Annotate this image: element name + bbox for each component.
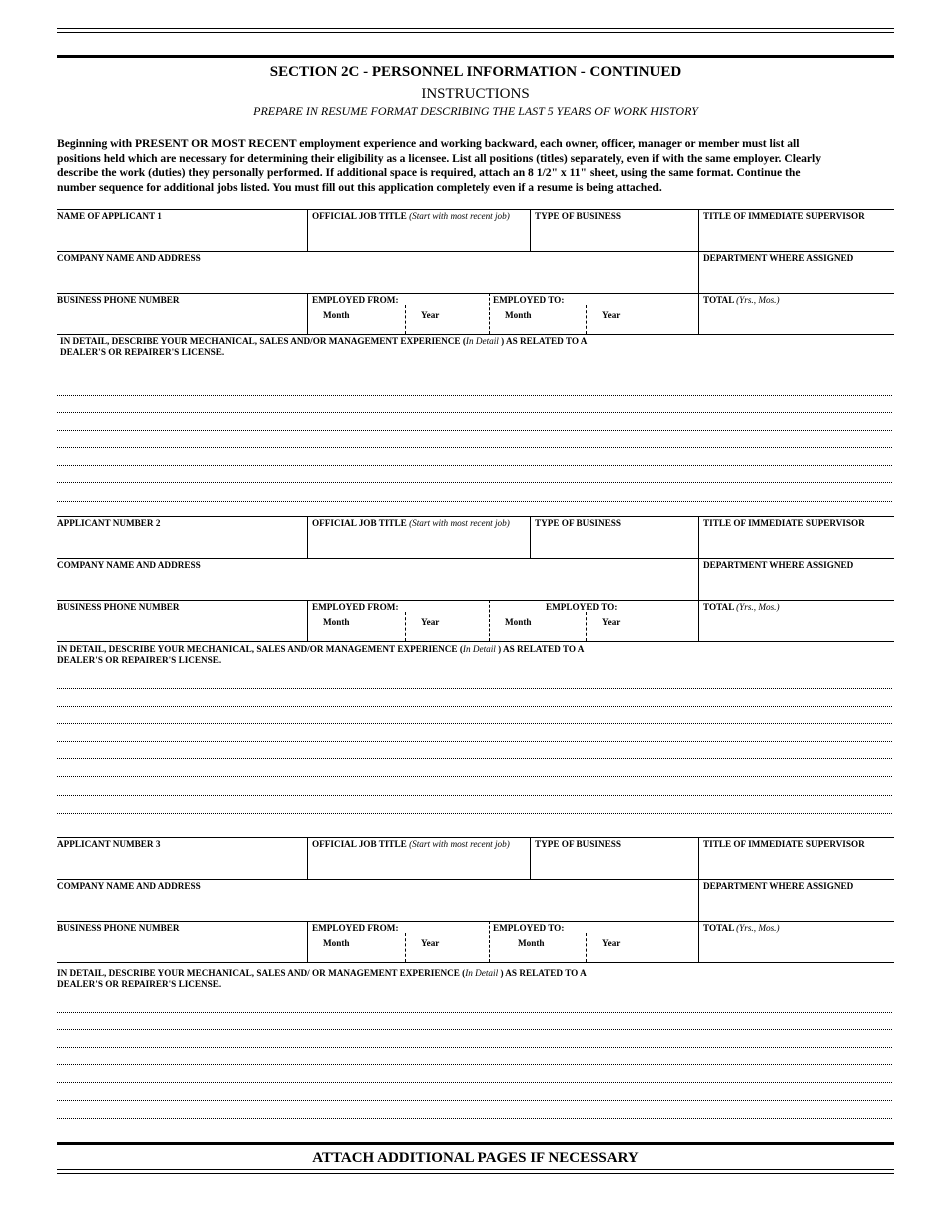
from-month-label-text: Month xyxy=(323,310,350,320)
supervisor-label-text: TITLE OF IMMEDIATE SUPERVISOR xyxy=(703,839,865,849)
job-title-label xyxy=(312,211,510,221)
from-year-label-text: Year xyxy=(421,938,440,948)
experience-write-line[interactable] xyxy=(57,1100,892,1101)
footer-note: ATTACH ADDITIONAL PAGES IF NECESSARY xyxy=(312,1150,639,1166)
job-title-label-text: OFFICIAL JOB TITLE xyxy=(312,839,407,849)
row-rule-3 xyxy=(57,921,894,922)
job-title-label-text: OFFICIAL JOB TITLE xyxy=(312,518,407,528)
row-rule-2-left xyxy=(57,558,307,559)
employed-from-label xyxy=(312,295,399,305)
col-rule xyxy=(698,516,699,641)
experience-label-line: DEALER'S OR REPAIRER'S LICENSE. xyxy=(60,347,225,357)
from-year-label xyxy=(421,617,439,627)
col-rule-dotted xyxy=(586,933,587,962)
to-month-label-text: Month xyxy=(505,310,532,320)
col-rule-dotted xyxy=(405,305,406,334)
experience-write-line[interactable] xyxy=(57,1012,892,1013)
to-year-label-text: Year xyxy=(602,310,621,320)
experience-label-line xyxy=(57,644,657,655)
experience-write-line[interactable] xyxy=(57,706,892,707)
experience-write-line[interactable] xyxy=(57,1029,892,1030)
intro-line: Beginning with PRESENT OR MOST RECENT employment experience and working backward, each owner, officer, manager or member must list all xyxy=(57,137,800,150)
intro-line: positions held which are necessary for determining their eligibility as a licensee. List all positions (titles) separately, even if with the same employer. Clearly xyxy=(57,151,822,165)
to-month-label-text: Month xyxy=(505,617,532,627)
from-year-label-text: Year xyxy=(421,310,440,320)
department-label-text: DEPARTMENT WHERE ASSIGNED xyxy=(703,881,854,891)
from-month-label xyxy=(323,938,350,948)
row-rule-2-left xyxy=(57,879,307,880)
business-type-label xyxy=(535,839,621,849)
col-rule xyxy=(530,209,531,251)
department-label-text: DEPARTMENT WHERE ASSIGNED xyxy=(703,560,854,570)
phone-label-text: BUSINESS PHONE NUMBER xyxy=(57,295,180,305)
row-rule-2-right xyxy=(307,558,894,559)
experience-label-line xyxy=(57,968,657,979)
row-rule-top xyxy=(57,209,894,210)
experience-write-line[interactable] xyxy=(57,430,892,431)
experience-write-line[interactable] xyxy=(57,1118,892,1119)
col-rule xyxy=(307,837,308,879)
experience-label-text: ) AS RELATED TO A xyxy=(495,644,585,654)
to-year-label-text: Year xyxy=(602,938,621,948)
to-year-label xyxy=(602,938,620,948)
applicant-name-label-text: APPLICANT NUMBER 2 xyxy=(57,518,161,528)
company-label-text: COMPANY NAME AND ADDRESS xyxy=(57,253,201,263)
col-rule xyxy=(530,516,531,558)
intro-line: describe the work (duties) they personally performed. If additional space is required, attach an 8 1/2" x 11" sheet, using the same format. Continue the xyxy=(57,166,801,179)
job-title-label-text: OFFICIAL JOB TITLE xyxy=(312,211,407,221)
to-month-label-text: Month xyxy=(518,938,545,948)
from-year-label xyxy=(421,938,439,948)
top-rule-thin-2 xyxy=(57,32,894,33)
from-month-label xyxy=(323,617,350,627)
experience-write-line[interactable] xyxy=(57,482,892,483)
business-type-label-text: TYPE OF BUSINESS xyxy=(535,839,621,849)
row-rule-3 xyxy=(57,293,894,294)
col-rule xyxy=(307,921,308,962)
company-label-text: COMPANY NAME AND ADDRESS xyxy=(57,560,201,570)
experience-write-line[interactable] xyxy=(57,723,892,724)
to-year-label-text: Year xyxy=(602,617,621,627)
phone-label-text: BUSINESS PHONE NUMBER xyxy=(57,923,180,933)
business-type-label-text: TYPE OF BUSINESS xyxy=(535,518,621,528)
job-title-label xyxy=(312,518,510,528)
experience-write-line[interactable] xyxy=(57,741,892,742)
applicant-name-label xyxy=(57,839,160,849)
experience-write-line[interactable] xyxy=(57,1047,892,1048)
top-rule-thin xyxy=(57,28,894,29)
row-rule-top xyxy=(57,516,894,517)
employed-to-label xyxy=(493,295,564,305)
supervisor-label xyxy=(703,839,865,849)
to-year-label xyxy=(602,617,620,627)
from-year-label-text: Year xyxy=(421,617,440,627)
total-label-note: (Yrs., Mos.) xyxy=(736,923,780,933)
applicant-name-label xyxy=(57,211,162,221)
job-title-label-note: (Start with most recent job) xyxy=(409,211,510,221)
experience-write-line[interactable] xyxy=(57,776,892,777)
employed-to-label-text: EMPLOYED TO: xyxy=(546,602,618,612)
job-title-label-note: (Start with most recent job) xyxy=(409,518,510,528)
experience-description-label xyxy=(60,336,660,358)
department-label xyxy=(703,881,853,891)
total-label xyxy=(703,923,780,933)
total-label-text: TOTAL xyxy=(703,295,734,305)
phone-label xyxy=(57,602,180,612)
col-rule xyxy=(307,293,308,334)
phone-label-text: BUSINESS PHONE NUMBER xyxy=(57,602,180,612)
col-rule-dotted xyxy=(405,612,406,641)
experience-write-line[interactable] xyxy=(57,1082,892,1083)
experience-write-line[interactable] xyxy=(57,1064,892,1065)
row-rule-bottom xyxy=(57,334,894,335)
col-rule xyxy=(307,600,308,641)
experience-label-text: IN DETAIL, DESCRIBE YOUR MECHANICAL, SALES AND/ OR MANAGEMENT EXPERIENCE ( xyxy=(57,968,466,978)
bottom-rule-thin xyxy=(57,1169,894,1170)
applicant-name-label-text: NAME OF APPLICANT 1 xyxy=(57,211,162,221)
instructions-heading: INSTRUCTIONS xyxy=(421,86,530,102)
from-year-label xyxy=(421,310,439,320)
company-label xyxy=(57,881,201,891)
experience-label-note: In Detail xyxy=(465,336,499,346)
employed-to-label xyxy=(546,602,617,612)
to-month-label xyxy=(518,938,545,948)
intro-paragraph xyxy=(57,137,897,195)
col-rule xyxy=(307,516,308,558)
experience-label-text: ) AS RELATED TO A xyxy=(498,968,587,978)
to-year-label xyxy=(602,310,620,320)
employed-to-label-text: EMPLOYED TO: xyxy=(493,923,565,933)
experience-write-line[interactable] xyxy=(57,447,892,448)
business-type-label xyxy=(535,211,621,221)
experience-label-line: DEALER'S OR REPAIRER'S LICENSE. xyxy=(57,979,222,989)
bottom-rule-thick xyxy=(57,1142,894,1145)
col-rule xyxy=(698,837,699,962)
applicant-name-label-text: APPLICANT NUMBER 3 xyxy=(57,839,161,849)
col-rule-dotted xyxy=(405,933,406,962)
experience-label-note: In Detail xyxy=(462,644,496,654)
business-type-label-text: TYPE OF BUSINESS xyxy=(535,211,621,221)
experience-write-line[interactable] xyxy=(57,813,892,814)
total-label-text: TOTAL xyxy=(703,602,734,612)
employed-from-label-text: EMPLOYED FROM: xyxy=(312,295,399,305)
company-label-text: COMPANY NAME AND ADDRESS xyxy=(57,881,201,891)
phone-label xyxy=(57,923,180,933)
experience-label-text: IN DETAIL, DESCRIBE YOUR MECHANICAL, SALES AND/OR MANAGEMENT EXPERIENCE ( xyxy=(57,644,463,654)
top-rule-thick xyxy=(57,55,894,58)
experience-label-text: IN DETAIL, DESCRIBE YOUR MECHANICAL, SALES AND/OR MANAGEMENT EXPERIENCE ( xyxy=(60,336,466,346)
employed-from-label xyxy=(312,602,399,612)
supervisor-label xyxy=(703,211,865,221)
total-label-note: (Yrs., Mos.) xyxy=(736,295,780,305)
col-rule-dotted xyxy=(586,612,587,641)
to-month-label xyxy=(505,617,532,627)
total-label xyxy=(703,295,780,305)
col-rule xyxy=(698,209,699,334)
employed-from-label xyxy=(312,923,399,933)
col-rule-dotted xyxy=(586,305,587,334)
from-month-label xyxy=(323,310,350,320)
total-label xyxy=(703,602,780,612)
experience-label-line xyxy=(60,336,660,347)
experience-write-line[interactable] xyxy=(57,795,892,796)
to-month-label xyxy=(505,310,532,320)
experience-write-line[interactable] xyxy=(57,412,892,413)
col-rule-dotted xyxy=(489,921,490,962)
experience-write-line[interactable] xyxy=(57,395,892,396)
from-month-label-text: Month xyxy=(323,938,350,948)
row-rule-3 xyxy=(57,600,894,601)
applicant-name-label xyxy=(57,518,160,528)
job-title-label xyxy=(312,839,510,849)
row-rule-2-left xyxy=(57,251,307,252)
job-title-label-note: (Start with most recent job) xyxy=(409,839,510,849)
experience-description-label xyxy=(57,968,657,990)
experience-write-line[interactable] xyxy=(57,501,892,502)
business-type-label xyxy=(535,518,621,528)
company-label xyxy=(57,560,201,570)
experience-write-line[interactable] xyxy=(57,758,892,759)
phone-label xyxy=(57,295,180,305)
col-rule-dotted xyxy=(489,600,490,641)
experience-description-label xyxy=(57,644,657,666)
col-rule xyxy=(530,837,531,879)
experience-write-line[interactable] xyxy=(57,465,892,466)
row-rule-bottom xyxy=(57,641,894,642)
department-label xyxy=(703,560,853,570)
row-rule-top xyxy=(57,837,894,838)
employed-from-label-text: EMPLOYED FROM: xyxy=(312,923,399,933)
experience-label-text: ) AS RELATED TO A xyxy=(498,336,588,346)
bottom-rule-thin-2 xyxy=(57,1173,894,1174)
experience-write-line[interactable] xyxy=(57,688,892,689)
intro-line: number sequence for additional jobs listed. You must fill out this application completely even if a resume is being attached. xyxy=(57,180,662,194)
instructions-subtitle: PREPARE IN RESUME FORMAT DESCRIBING THE LAST 5 YEARS OF WORK HISTORY xyxy=(253,104,698,118)
supervisor-label-text: TITLE OF IMMEDIATE SUPERVISOR xyxy=(703,518,865,528)
row-rule-bottom xyxy=(57,962,894,963)
total-label-text: TOTAL xyxy=(703,923,734,933)
col-rule-dotted xyxy=(489,293,490,334)
supervisor-label xyxy=(703,518,865,528)
employed-from-label-text: EMPLOYED FROM: xyxy=(312,602,399,612)
row-rule-2-right xyxy=(307,879,894,880)
experience-label-note: In Detail xyxy=(465,968,499,978)
section-title: SECTION 2C - PERSONNEL INFORMATION - CONTINUED xyxy=(269,64,682,80)
company-label xyxy=(57,253,201,263)
department-label-text: DEPARTMENT WHERE ASSIGNED xyxy=(703,253,854,263)
department-label xyxy=(703,253,853,263)
experience-label-line: DEALER'S OR REPAIRER'S LICENSE. xyxy=(57,655,222,665)
row-rule-2-right xyxy=(307,251,894,252)
col-rule xyxy=(307,209,308,251)
from-month-label-text: Month xyxy=(323,617,350,627)
employed-to-label xyxy=(493,923,564,933)
total-label-note: (Yrs., Mos.) xyxy=(736,602,780,612)
supervisor-label-text: TITLE OF IMMEDIATE SUPERVISOR xyxy=(703,211,865,221)
employed-to-label-text: EMPLOYED TO: xyxy=(493,295,565,305)
